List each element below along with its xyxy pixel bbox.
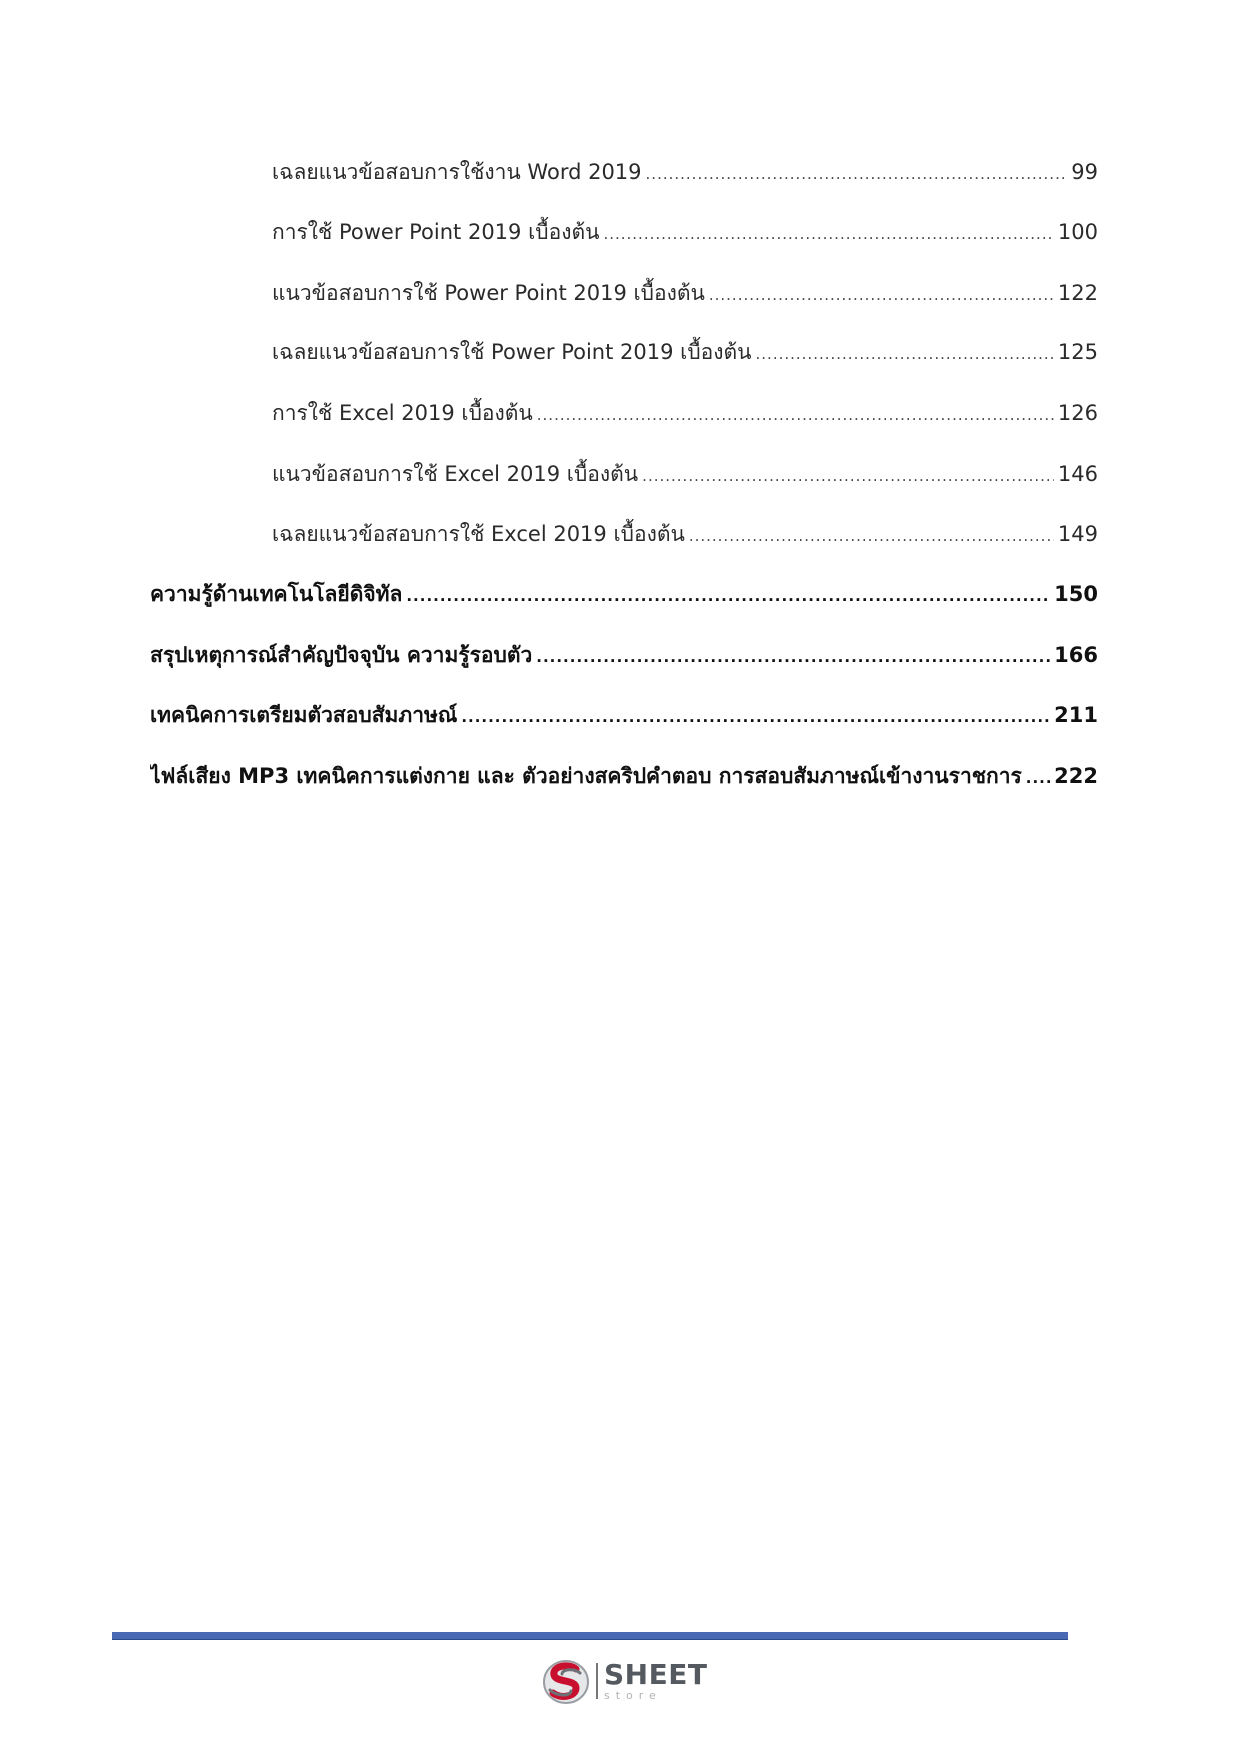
toc-chapter-title: เทคนิคการเตรียมตัวสอบสัมภาษณ์: [150, 703, 458, 727]
toc-page-number: 166: [1054, 643, 1098, 667]
toc-page-number: 150: [1054, 582, 1098, 606]
toc-entry[interactable]: [272, 397, 1098, 430]
toc-dot-leader: [646, 165, 1068, 183]
toc-page-number: 146: [1057, 462, 1098, 486]
toc-page-number: 100: [1057, 220, 1098, 244]
toc-entry-title: เฉลยแนวข้อสอบการใช้งาน Word 2019: [272, 160, 642, 184]
toc-entry[interactable]: [272, 216, 1098, 249]
toc-chapter-entry[interactable]: [150, 578, 1098, 611]
logo-wordmark: [604, 1658, 708, 1702]
toc-page-number: 126: [1057, 401, 1098, 425]
toc-page-number: 211: [1054, 703, 1098, 727]
toc-page-number: 222: [1054, 764, 1098, 788]
toc-entry[interactable]: [272, 458, 1098, 491]
toc-entry-title: แนวข้อสอบการใช้ Excel 2019 เบื้องต้น: [272, 462, 639, 486]
toc-dot-leader: [709, 286, 1054, 304]
toc-entry-title: เฉลยแนวข้อสอบการใช้ Excel 2019 เบื้องต้น: [272, 522, 685, 546]
logo-subword: store: [604, 1689, 662, 1702]
toc-page-number: 99: [1071, 160, 1098, 184]
toc-page-number: 122: [1057, 281, 1098, 305]
toc-entry[interactable]: [272, 156, 1098, 189]
footer-divider: [112, 1632, 1068, 1640]
toc-dot-leader: [1026, 769, 1050, 787]
toc-chapter-title: ความรู้ด้านเทคโนโลยีดิจิทัล: [150, 582, 403, 606]
sheet-store-logo: [540, 1655, 720, 1707]
toc-dot-leader: [642, 467, 1054, 485]
toc-dot-leader: [406, 587, 1050, 605]
toc-entry[interactable]: [272, 336, 1098, 369]
toc-page-number: 149: [1057, 522, 1098, 546]
toc-entry-title: เฉลยแนวข้อสอบการใช้ Power Point 2019 เบื้องต้น: [272, 340, 752, 364]
toc-entry-title: การใช้ Power Point 2019 เบื้องต้น: [272, 220, 600, 244]
toc-dot-leader: [603, 225, 1053, 243]
sheet-store-s-icon: [540, 1655, 592, 1707]
toc-entry-title: การใช้ Excel 2019 เบื้องต้น: [272, 401, 533, 425]
toc-dot-leader: [536, 648, 1050, 666]
toc-chapter-title: สรุปเหตุการณ์สำคัญปัจจุบัน ความรู้รอบตัว: [150, 643, 533, 667]
toc-dot-leader: [689, 527, 1054, 545]
toc-chapter-entry[interactable]: [150, 699, 1098, 732]
toc-page-number: 125: [1057, 340, 1098, 364]
toc-chapter-title: ไฟล์เสียง MP3 เทคนิคการแต่งกาย และ ตัวอย่างสคริปคำตอบ การสอบสัมภาษณ์เข้างานราชการ: [150, 764, 1022, 788]
toc-chapter-entry[interactable]: [150, 639, 1098, 672]
toc-dot-leader: [461, 708, 1050, 726]
toc-dot-leader: [537, 406, 1054, 424]
toc-entry[interactable]: [272, 518, 1098, 551]
toc-dot-leader: [756, 345, 1054, 363]
toc-entry[interactable]: [272, 277, 1098, 310]
logo-divider: [596, 1663, 598, 1699]
logo-word: SHEET: [604, 1658, 708, 1691]
toc-entry-title: แนวข้อสอบการใช้ Power Point 2019 เบื้องต้น: [272, 281, 705, 305]
toc-chapter-entry[interactable]: [150, 760, 1098, 793]
